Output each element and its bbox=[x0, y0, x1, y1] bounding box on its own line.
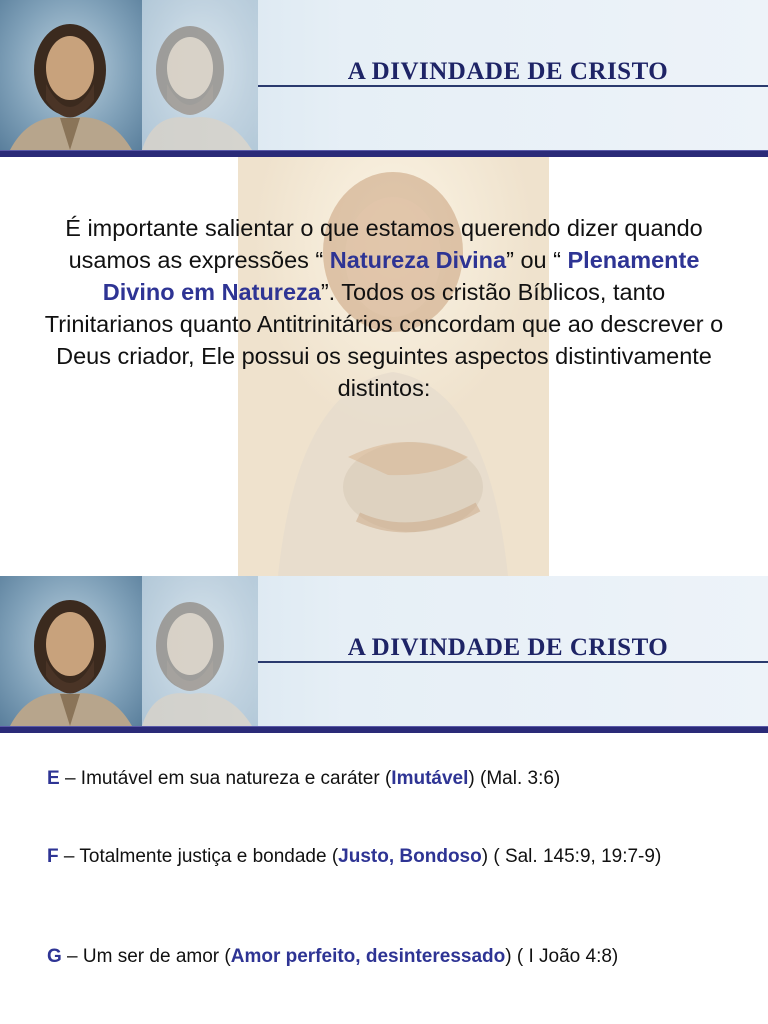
list-item bbox=[47, 844, 727, 870]
list-item bbox=[47, 766, 727, 792]
title-underline bbox=[258, 661, 768, 663]
header-divider-bar bbox=[0, 726, 768, 733]
christ-portrait-image bbox=[0, 576, 142, 726]
item-text: – Imutável em sua natureza e caráter ( bbox=[59, 768, 392, 789]
header-divider-bar bbox=[0, 150, 768, 157]
slide-title: A DIVINDADE DE CRISTO bbox=[347, 634, 669, 661]
highlight-natureza-divina: Natureza Divina bbox=[329, 247, 507, 273]
slide-title: A DIVINDADE DE CRISTO bbox=[347, 58, 669, 85]
christ-portrait-faded-image bbox=[142, 576, 258, 726]
item-term: Amor perfeito, desinteressado bbox=[230, 946, 506, 967]
item-letter: E bbox=[47, 768, 60, 789]
slide-header bbox=[0, 576, 768, 726]
intro-text-part-2: ” ou “ bbox=[506, 247, 568, 273]
highlight-plenamente-divino: Plenamente Divino em Natureza bbox=[102, 247, 700, 305]
slide-2 bbox=[0, 576, 768, 1024]
item-reference: ) ( I João 4:8) bbox=[505, 946, 619, 967]
intro-text-part-1: É importante salientar o que estamos querendo dizer quando usamos as expressões “ bbox=[65, 215, 703, 273]
item-reference: ) ( Sal. 145:9, 19:7-9) bbox=[481, 846, 662, 867]
title-underline bbox=[258, 85, 768, 87]
item-reference: ) (Mal. 3:6) bbox=[468, 768, 561, 789]
item-letter: F bbox=[47, 846, 59, 867]
item-letter: G bbox=[47, 946, 62, 967]
item-text: – Um ser de amor ( bbox=[61, 946, 231, 967]
item-term: Imutável bbox=[391, 768, 469, 789]
slide-header bbox=[0, 0, 768, 150]
item-text: – Totalmente justiça e bondade ( bbox=[58, 846, 339, 867]
intro-paragraph bbox=[40, 212, 728, 404]
intro-text-part-3: ”. Todos os cristão Bíblicos, tanto Trinitarianos quanto Antitrinitários concordam que ao descrever o Deus criador, Ele possui os seguintes aspectos distintivamente distintos: bbox=[44, 279, 724, 401]
item-term: Justo, Bondoso bbox=[338, 846, 482, 867]
christ-portrait-faded-image bbox=[142, 0, 258, 150]
list-item bbox=[47, 944, 727, 970]
christ-portrait-image bbox=[0, 0, 142, 150]
